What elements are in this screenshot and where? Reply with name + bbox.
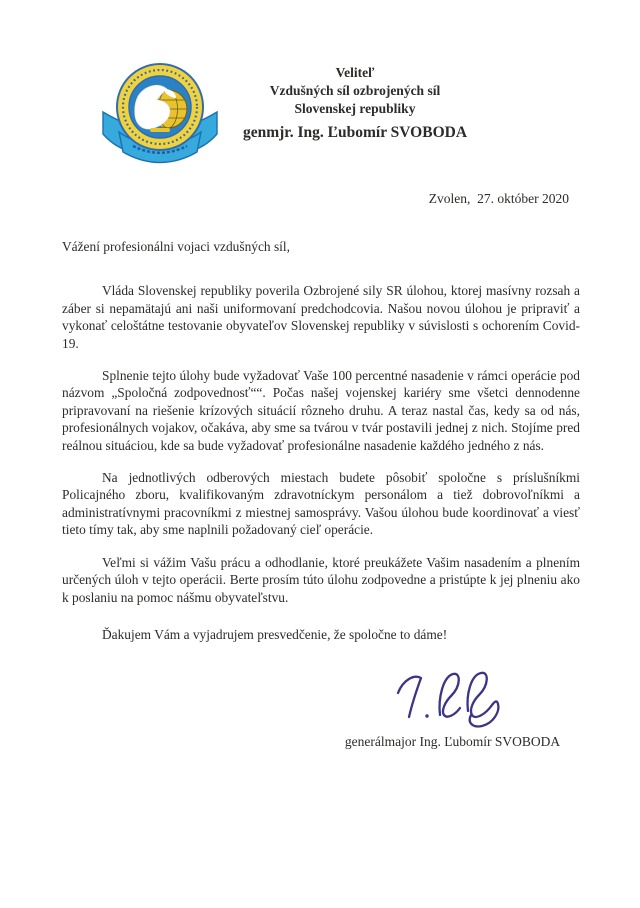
paragraph: Splnenie tejto úlohy bude vyžadovať Vaše 100 percentné nasadenie v rámci operácie pod názvom „Spoločná zodpovednosť““. Počas našej vojenskej kariéry sme všetci dennodenne pripravovaní na riešenie krízových situácií rôzneho druhu. A teraz nastal čas, kedy sa od nás, profesionálnych vojakov, očakáva, aby sme sa tvárou v tvár postavili jednej z nich. Stojíme pred reálnou situáciou, kde sa bude vyžadovať profesionálne nasadenie každého jedného z nás. [62, 368, 580, 453]
letterhead-title: Veliteľ [335, 65, 375, 80]
letterhead-commander-name: genmjr. Ing. Ľubomír SVOBODA [242, 124, 468, 141]
closing-line: Ďakujem Vám a vyjadrujem presvedčenie, že spoločne to dáme! [102, 626, 448, 642]
letterhead [200, 64, 510, 143]
letterhead-country: Slovenskej republiky [294, 101, 416, 116]
date-line: Zvolen, 27. október 2020 [428, 191, 569, 206]
signature-name: generálmajor Ing. Ľubomír SVOBODA [344, 734, 561, 749]
letter-body [62, 238, 580, 658]
paragraph: Veľmi si vážim Vašu prácu a odhodlanie, ktoré preukážete Vašim nasadením a plnením určených úloh v tejto operácii. Berte prosím túto úlohu zodpovedne a pristúpte k jej plneniu ako k poslaniu na pomoc nášmu obyvateľstvu. [62, 554, 580, 605]
letterhead-unit: Vzdušných síl ozbrojených síl [269, 83, 441, 98]
paragraph: Vláda Slovenskej republiky poverila Ozbrojené sily SR úlohou, ktorej masívny rozsah a záber si nepamätajú ani naši uniformovaní predchodcovia. Našou novou úlohou je pripraviť a vykonať celoštátne testovanie obyvateľov Slovenskej republiky v súvislosti s ochorením Covid-19. [62, 283, 580, 351]
salutation: Vážení profesionálni vojaci vzdušných síl, [62, 239, 290, 254]
handwritten-signature-icon [383, 664, 521, 734]
paragraph: Na jednotlivých odberových miestach budete pôsobiť spoločne s príslušníkmi Policajného zboru, kvalifikovaným zdravotníckym personálom a tiež dobrovoľníkmi a administratívnymi pracovníkmi z miestnej samosprávy. Vašou úlohou bude koordinovať a viesť tieto tímy tak, aby sme naplnili požadovaný cieľ operácie. [62, 470, 580, 538]
